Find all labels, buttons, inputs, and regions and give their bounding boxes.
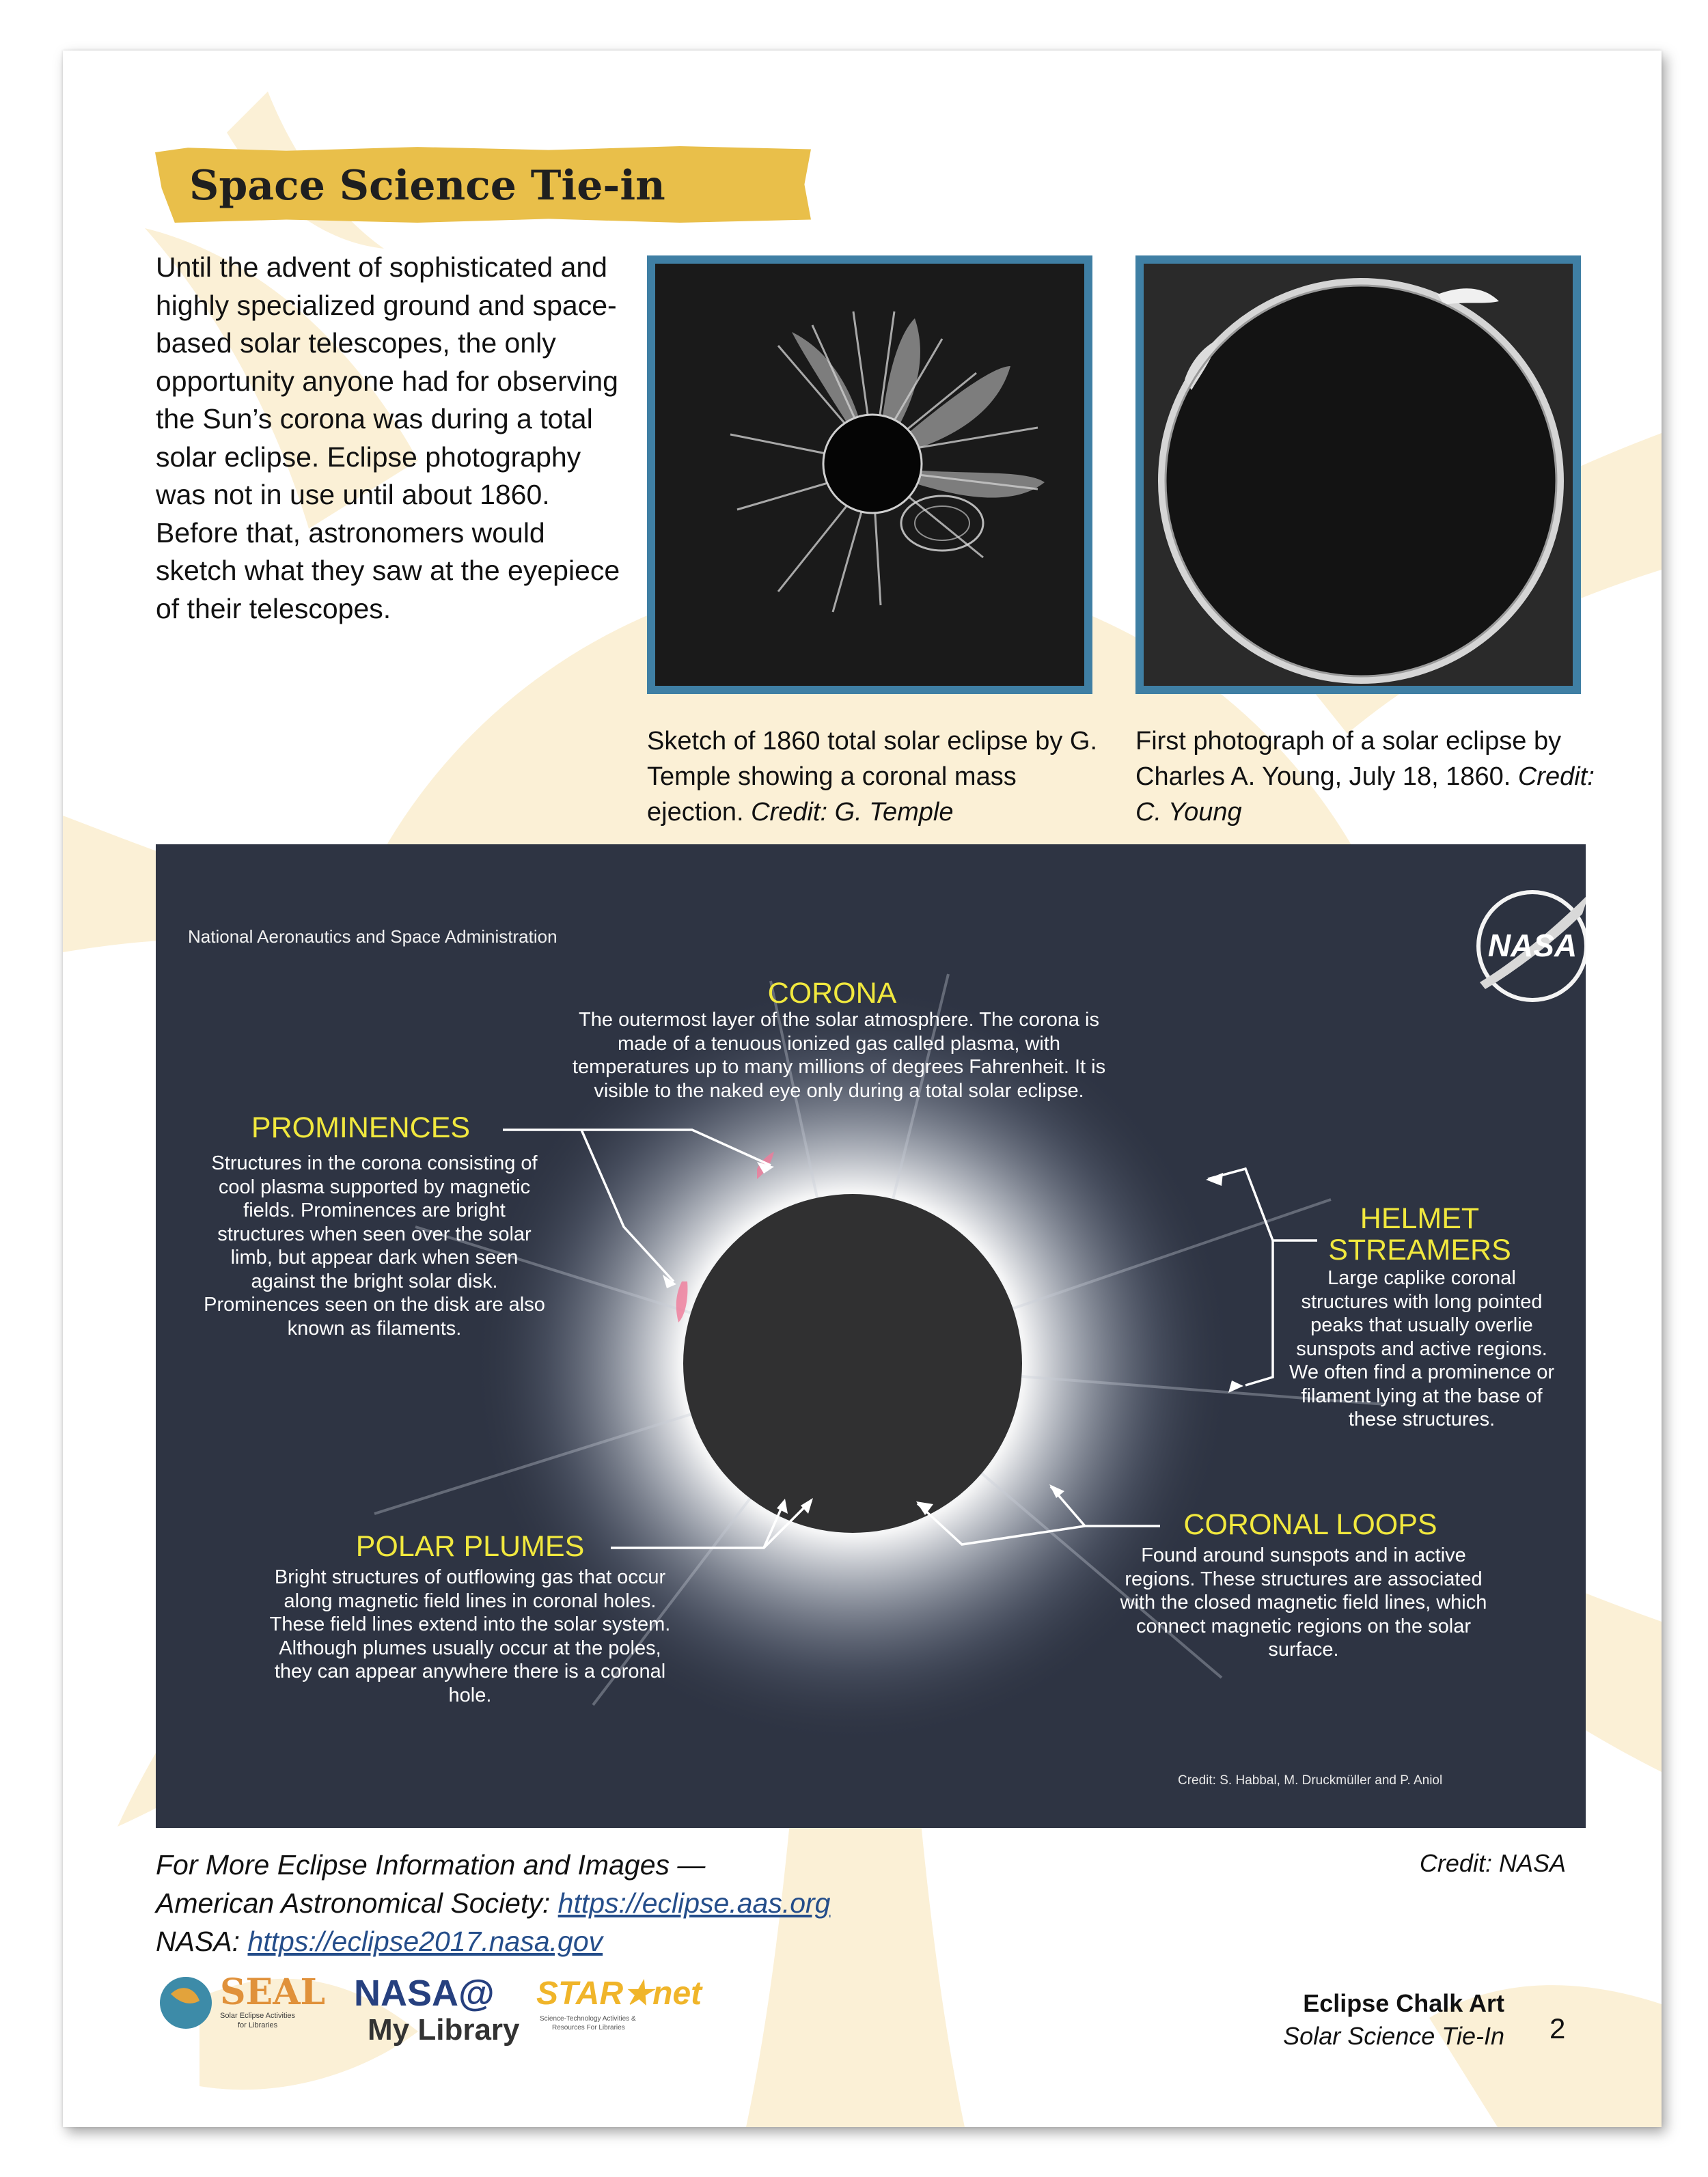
eclipse-sketch-image	[655, 264, 1084, 686]
partner-logos	[157, 1963, 717, 2052]
photo-frame-sketch	[647, 255, 1092, 694]
seal-logo-subtitle-2: for Libraries	[238, 2021, 278, 2029]
starnet-logo	[536, 1975, 703, 2032]
seal-logo	[160, 1971, 325, 2029]
seal-logo-text: SEAL	[220, 1971, 326, 2013]
helmet-streamers-description: Large caplike coronal structures with long pointed peaks that usually overlie sunspots and active regions. We often find a prominence or filament lying at the base of these structures.	[1289, 1267, 1554, 1430]
intro-paragraph: Until the advent of sophisticated and highly specialized ground and space-based solar telescopes, the only opportunity anyone had for observing the Sun’s corona was during a total solar eclipse. Eclipse photography was not in use until about 1860. Before that, astronomers would sketch what they saw at the eyepiece of their telescopes.	[156, 251, 620, 624]
helmet-streamers-label: HELMET STREAMERS	[1328, 1202, 1511, 1266]
more-info-heading: For More Eclipse Information and Images —	[156, 1849, 706, 1881]
section-title: Space Science Tie-in	[189, 162, 665, 210]
aas-label: American Astronomical Society:	[156, 1887, 551, 1919]
page	[63, 51, 1662, 2127]
corona-description: The outermost layer of the solar atmosphere. The corona is made of a tenuous ionized gas called plasma, with temperatures up to many millions of degrees Fahrenheit. It is visible to the naked eye only during a total solar eclipse.	[572, 1009, 1106, 1102]
nasa-label: NASA:	[156, 1926, 240, 1957]
prominences-description: Structures in the corona consisting of cool plasma supported by magnetic fields. Prominences are bright structures when seen over the solar limb, but appear dark when seen against the bright solar disk. Prominences seen on the disk are also known as filaments.	[204, 1152, 545, 1340]
agency-name: National Aeronautics and Space Administration	[188, 926, 557, 947]
caption-photograph-text: First photograph of a solar eclipse by Charles A. Young, July 18, 1860.	[1135, 727, 1562, 791]
polar-plumes-description: Bright structures of outflowing gas that occur along magnetic field lines in coronal holes. These field lines extend into the solar system. Although plumes usually occur at the poles, they can appear anywhere there is a coronal hole.	[269, 1566, 671, 1706]
footer-subtitle: Solar Science Tie-In	[1283, 2022, 1504, 2050]
starnet-subtitle-1: Science-Technology Activities &	[540, 2015, 636, 2023]
coronal-loops-label: CORONAL LOOPS	[1183, 1508, 1437, 1541]
starnet-logo-text: STAR★net	[536, 1975, 702, 2012]
coronal-loops-description: Found around sunspots and in active regions. These structures are associated with the closed magnetic field lines, which connect magnetic regions on the solar surface.	[1120, 1544, 1487, 1661]
nasa-link[interactable]: https://eclipse2017.nasa.gov	[247, 1926, 603, 1957]
starnet-subtitle-2: Resources For Libraries	[552, 2024, 625, 2032]
nasa-at-text: NASA@	[354, 1973, 495, 2014]
more-info-block	[156, 1846, 831, 1960]
nasa-my-library-logo	[354, 1973, 520, 2047]
nasa-logo-text: NASA	[1487, 928, 1578, 963]
caption-sketch-credit: Credit: G. Temple	[751, 798, 954, 827]
corona-label: CORONA	[767, 977, 897, 1010]
more-info-nasa-line	[156, 1922, 831, 1960]
caption-sketch-text: Sketch of 1860 total solar eclipse by G. Temple showing a coronal mass ejection.	[647, 727, 1098, 827]
caption-sketch	[647, 723, 1112, 830]
caption-photograph-credit: Credit: C. Young	[1135, 762, 1595, 827]
photo-frame-photograph	[1135, 255, 1581, 694]
caption-photograph	[1135, 723, 1600, 830]
nasa-logo	[1473, 887, 1586, 1006]
corona-infographic	[156, 844, 1586, 1828]
footer-title: Eclipse Chalk Art	[1303, 1989, 1504, 2017]
polar-plumes-label: POLAR PLUMES	[355, 1530, 585, 1563]
credit-nasa: Credit: NASA	[1419, 1849, 1566, 1877]
my-library-text: My Library	[368, 2013, 520, 2047]
eclipse-photograph-image	[1144, 264, 1573, 686]
prominences-label: PROMINENCES	[251, 1111, 471, 1144]
more-info-aas-line	[156, 1884, 831, 1922]
aas-link[interactable]: https://eclipse.aas.org	[557, 1887, 831, 1919]
seal-logo-subtitle-1: Solar Eclipse Activities	[220, 2012, 296, 2020]
page-number: 2	[1549, 2012, 1566, 2044]
infographic-photo-credit: Credit: S. Habbal, M. Druckmüller and P. Aniol	[1178, 1773, 1443, 1788]
